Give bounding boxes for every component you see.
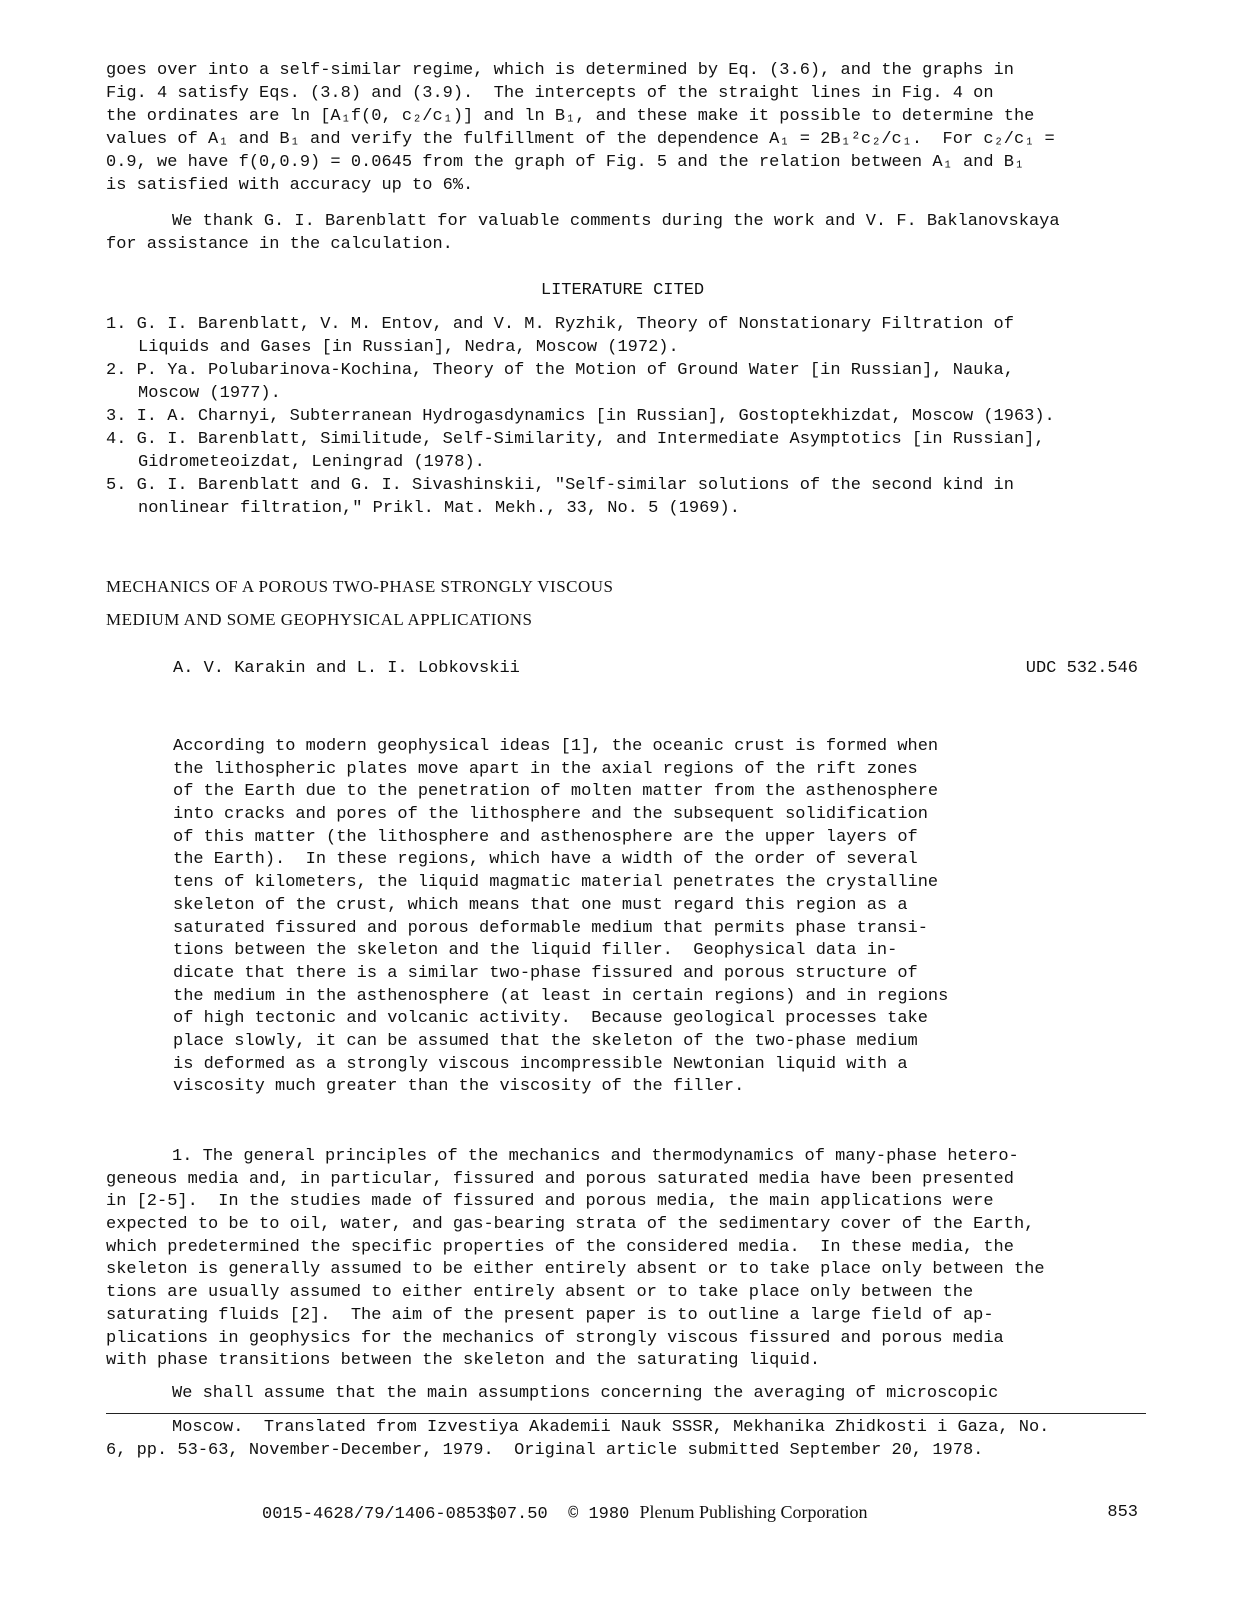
footnote-rule xyxy=(106,1413,1146,1414)
reference-line: 5. G. I. Barenblatt and G. I. Sivashinskii, "Self-similar solutions of the second kind in xyxy=(106,476,1014,495)
reference-line: nonlinear filtration," Prikl. Mat. Mekh., 33, No. 5 (1969). xyxy=(138,499,740,518)
reference-line: 1. G. I. Barenblatt, V. M. Entov, and V. M. Ryzhik, Theory of Nonstationary Filtration of xyxy=(106,315,1014,334)
reference-line: Gidrometeoizdat, Leningrad (1978). xyxy=(138,453,485,472)
reference-line: Moscow (1977). xyxy=(138,384,281,403)
top-paragraph xyxy=(106,59,1146,197)
article-authors: A. V. Karakin and L. I. Lobkovskii xyxy=(173,659,520,678)
reference-item xyxy=(106,474,1146,520)
issn-code: 0015-4628/79/1406-0853$07.50 xyxy=(262,1505,548,1524)
text-line: in [2-5]. In the studies made of fissured and porous media, the main applications were xyxy=(106,1192,994,1212)
text-line: plications in geophysics for the mechanics of strongly viscous fissured and porous media xyxy=(106,1328,1004,1348)
reference-line: 3. I. A. Charnyi, Subterranean Hydrogasdynamics [in Russian], Gostoptekhizdat, Moscow (1963). xyxy=(106,407,1055,426)
abstract-line: is deformed as a strongly viscous incompressible Newtonian liquid with a xyxy=(173,1054,908,1074)
abstract-line: saturated fissured and porous deformable medium that permits phase transi- xyxy=(173,918,928,938)
abstract-line: of the Earth due to the penetration of molten matter from the asthenosphere xyxy=(173,782,939,802)
article-title-line: MECHANICS OF A POROUS TWO-PHASE STRONGLY VISCOUS xyxy=(106,577,614,596)
page-number: 853 xyxy=(1107,1503,1138,1522)
text-line: goes over into a self-similar regime, which is determined by Eq. (3.6), and the graphs in xyxy=(106,61,1014,80)
reference-item xyxy=(106,313,1146,359)
publisher-name: Plenum Publishing Corporation xyxy=(639,1502,868,1522)
abstract-line: of this matter (the lithosphere and asthenosphere are the upper layers of xyxy=(173,827,918,847)
abstract-line: dicate that there is a similar two-phase fissured and porous structure of xyxy=(173,963,918,983)
abstract-line: According to modern geophysical ideas [1], the oceanic crust is formed when xyxy=(173,737,939,756)
text-line: geneous media and, in particular, fissured and porous saturated media have been presented xyxy=(106,1169,1014,1189)
text-line: 1. The general principles of the mechanics and thermodynamics of many-phase hetero- xyxy=(172,1147,1019,1166)
text-line: with phase transitions between the skeleton and the saturating liquid. xyxy=(106,1351,821,1371)
abstract xyxy=(173,736,1053,1099)
footnote xyxy=(106,1417,1146,1462)
text-line: saturating fluids [2]. The aim of the present paper is to outline a large field of ap- xyxy=(106,1305,994,1325)
text-line: 0.9, we have f(0,0.9) = 0.0645 from the graph of Fig. 5 and the relation between A₁ and B₁ xyxy=(106,153,1025,172)
acknowledgement xyxy=(106,210,1146,256)
text-line: values of A₁ and B₁ and verify the fulfillment of the dependence A₁ = 2B₁²c₂/c₁. For c₂/c₁ = xyxy=(106,130,1055,149)
footnote-line: 6, pp. 53-63, November-December, 1979. Original article submitted September 20, 1978. xyxy=(106,1440,984,1460)
literature-cited-heading: LITERATURE CITED xyxy=(540,281,705,300)
abstract-line: place slowly, it can be assumed that the skeleton of the two-phase medium xyxy=(173,1031,918,1051)
abstract-line: the medium in the asthenosphere (at least in certain regions) and in regions xyxy=(173,986,949,1006)
reference-item xyxy=(106,428,1146,474)
text-line: expected to be to oil, water, and gas-bearing strata of the sedimentary cover of the Earth, xyxy=(106,1215,1035,1235)
reference-line: Liquids and Gases [in Russian], Nedra, Moscow (1972). xyxy=(138,338,679,357)
abstract-line: viscosity much greater than the viscosity of the filler. xyxy=(173,1077,745,1097)
udc-code: UDC 532.546 xyxy=(1025,659,1138,678)
abstract-line: tions between the skeleton and the liquid filler. Geophysical data in- xyxy=(173,941,898,961)
abstract-line: tens of kilometers, the liquid magmatic material penetrates the crystalline xyxy=(173,873,939,893)
page-footer xyxy=(262,1501,868,1524)
text-line: We thank G. I. Barenblatt for valuable comments during the work and V. F. Baklanovskaya xyxy=(172,212,1060,231)
text-line: for assistance in the calculation. xyxy=(106,235,453,254)
text-line: the ordinates are ln [A₁f(0, c₂/c₁)] and ln B₁, and these make it possible to determine the xyxy=(106,107,1035,126)
abstract-line: skeleton of the crust, which means that one must regard this region as a xyxy=(173,895,908,915)
text-line: We shall assume that the main assumptions concerning the averaging of microscopic xyxy=(172,1384,999,1403)
copyright-notice: © 1980 xyxy=(568,1505,630,1524)
abstract-line: into cracks and pores of the lithosphere and the subsequent solidification xyxy=(173,805,928,825)
reference-list xyxy=(106,313,1146,520)
text-line: is satisfied with accuracy up to 6%. xyxy=(106,176,474,195)
abstract-line: the Earth). In these regions, which have a width of the order of several xyxy=(173,850,918,870)
text-line: which predetermined the specific properties of the considered media. In these media, the xyxy=(106,1237,1014,1257)
reference-line: 2. P. Ya. Polubarinova-Kochina, Theory of the Motion of Ground Water [in Russian], Nauka, xyxy=(106,361,1014,380)
reference-line: 4. G. I. Barenblatt, Similitude, Self-Similarity, and Intermediate Asymptotics [in Russian], xyxy=(106,430,1045,449)
text-line: tions are usually assumed to either entirely absent or to take place only between the xyxy=(106,1283,974,1303)
abstract-line: the lithospheric plates move apart in the axial regions of the rift zones xyxy=(173,759,918,779)
article-title-line: MEDIUM AND SOME GEOPHYSICAL APPLICATIONS xyxy=(106,610,533,629)
text-line: skeleton is generally assumed to be either entirely absent or to take place only between the xyxy=(106,1260,1045,1280)
abstract-line: of high tectonic and volcanic activity. Because geological processes take xyxy=(173,1009,928,1029)
continuation-paragraph xyxy=(106,1383,1146,1406)
section-1-paragraph xyxy=(106,1146,1146,1373)
footnote-line: Moscow. Translated from Izvestiya Akademii Nauk SSSR, Mekhanika Zhidkosti i Gaza, No. xyxy=(172,1418,1050,1437)
text-line: Fig. 4 satisfy Eqs. (3.8) and (3.9). The intercepts of the straight lines in Fig. 4 on xyxy=(106,84,994,103)
reference-item xyxy=(106,359,1146,405)
reference-item xyxy=(106,405,1146,428)
